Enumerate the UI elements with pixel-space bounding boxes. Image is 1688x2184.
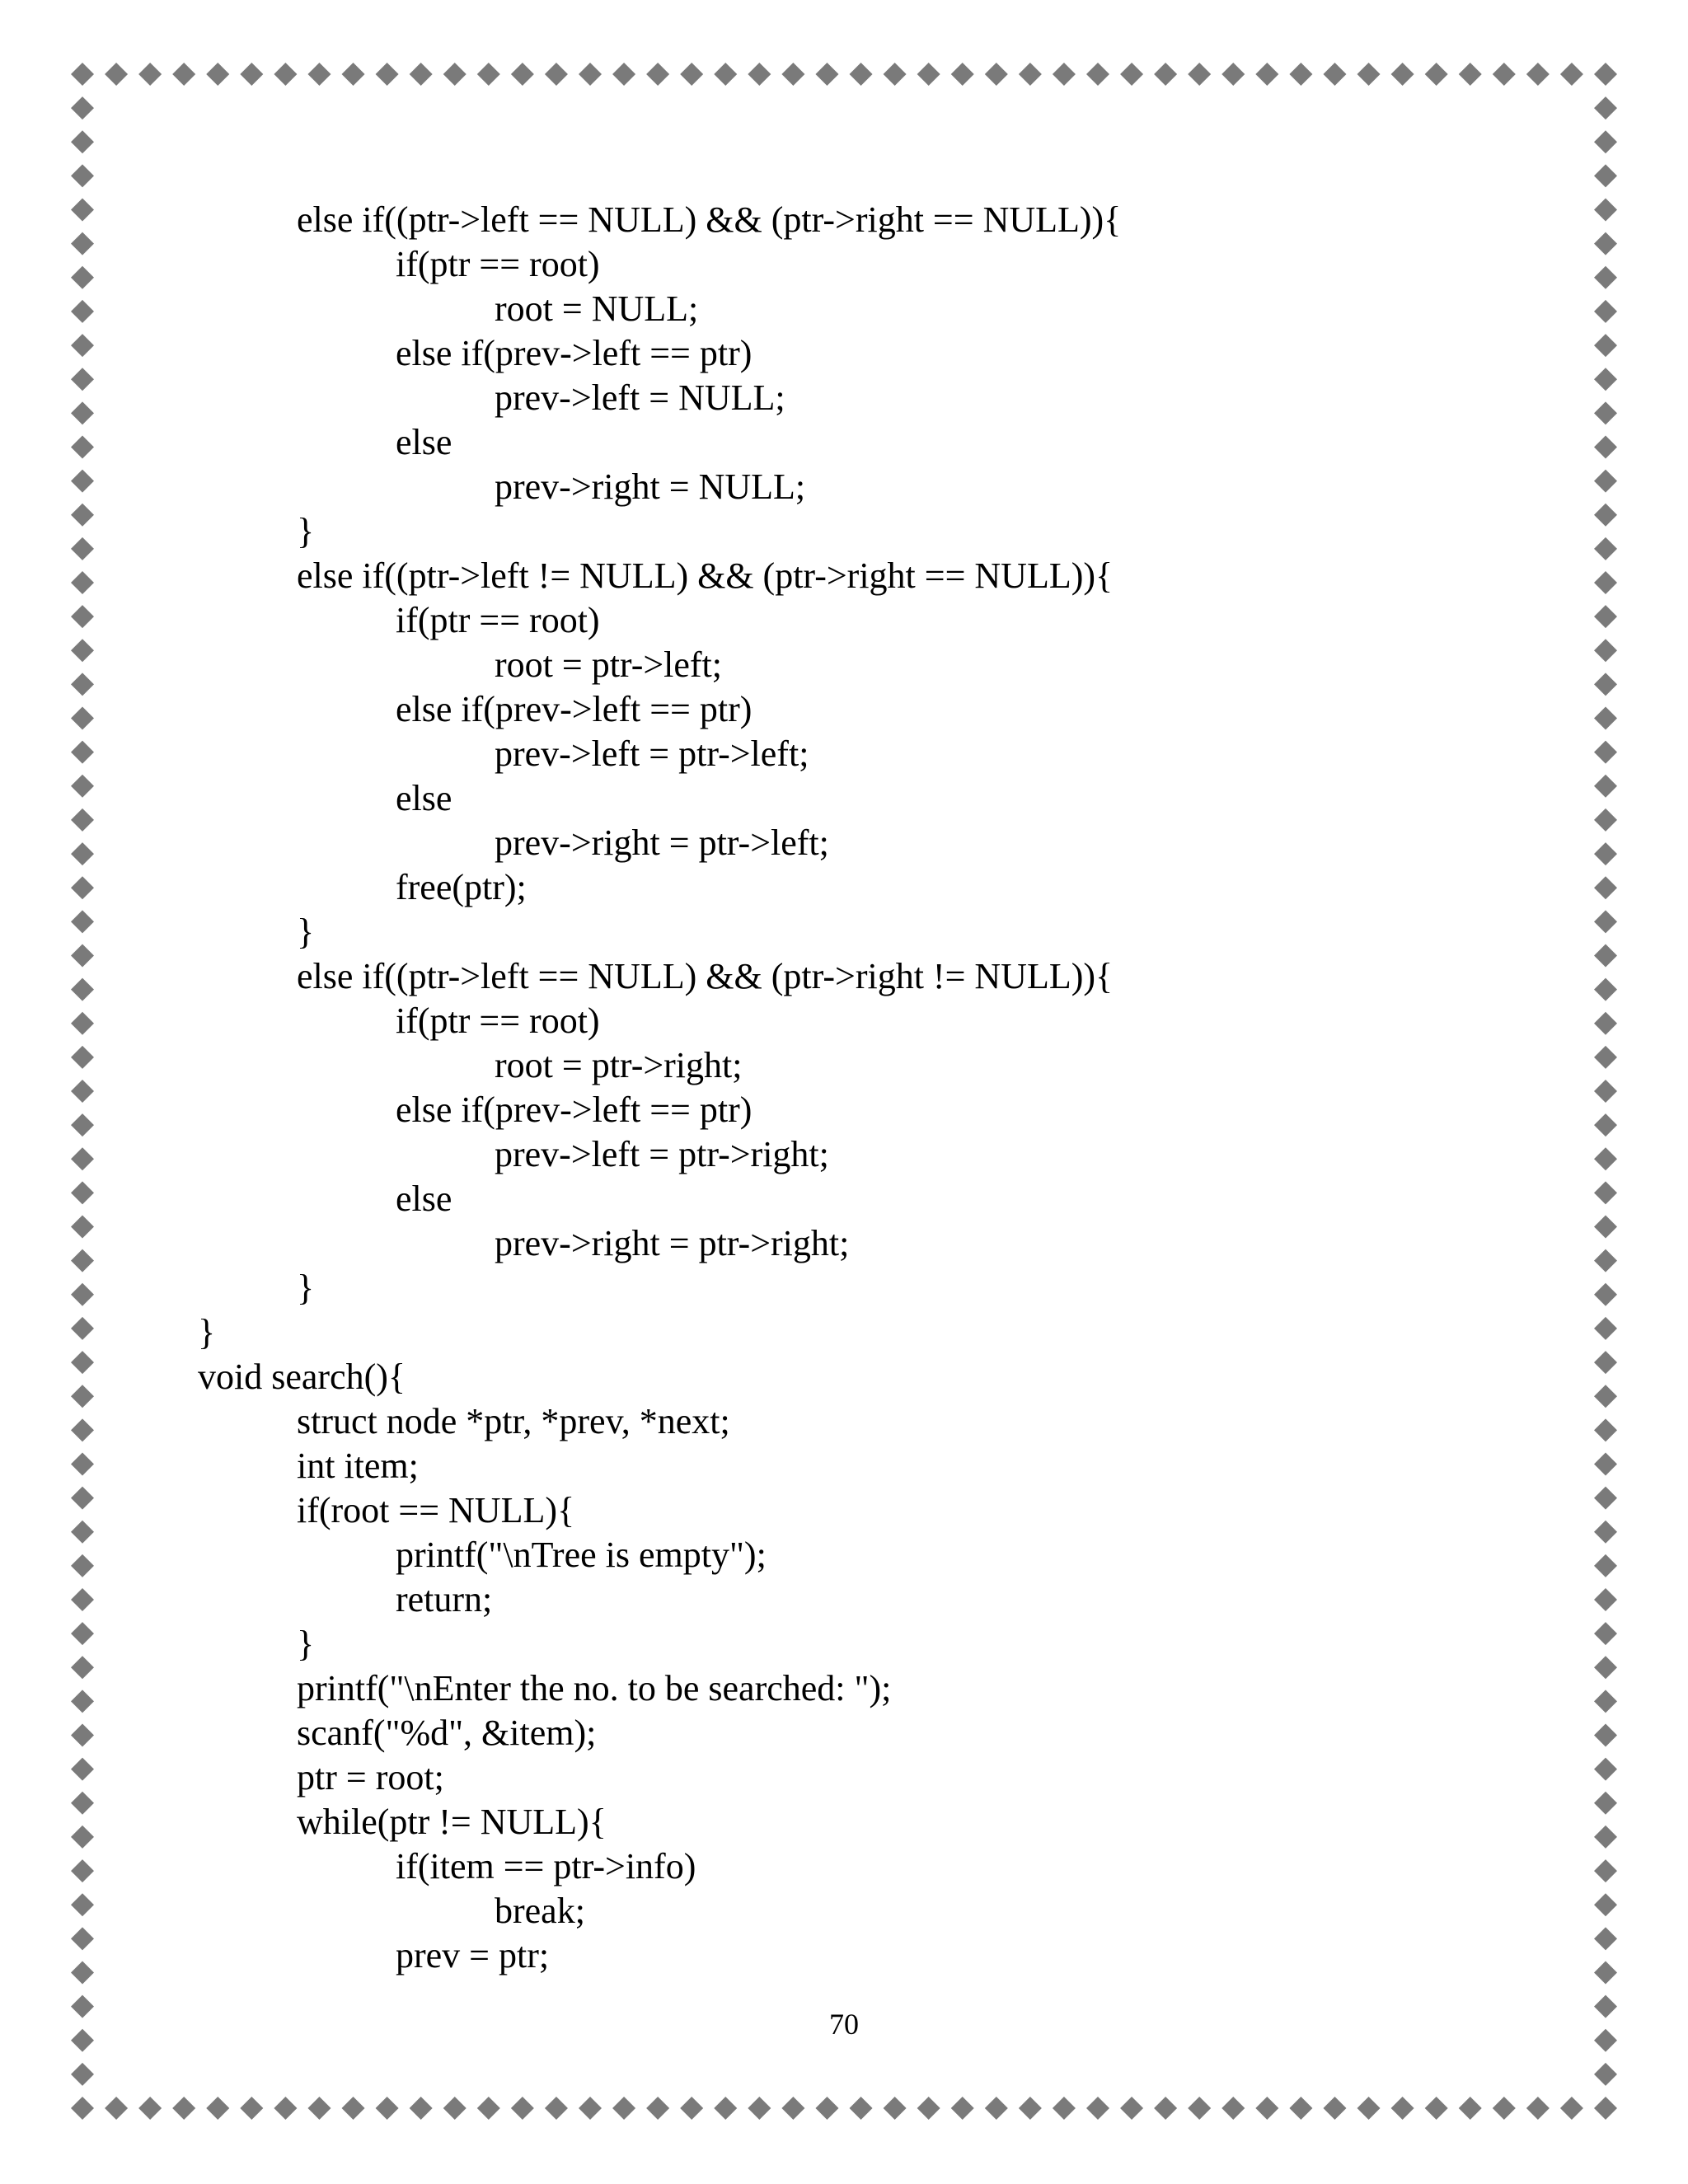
code-line: else if((ptr->left == NULL) && (ptr->right != NULL)){ [297, 956, 1114, 996]
code-line: else [396, 1179, 452, 1219]
code-line: } [297, 1268, 315, 1308]
diamond-icon [172, 2097, 195, 2120]
code-line: else if((ptr->left == NULL) && (ptr->right == NULL)){ [297, 199, 1122, 240]
diamond-icon [680, 63, 703, 86]
diamond-icon [1154, 2097, 1177, 2120]
diamond-icon [1560, 2097, 1583, 2120]
diamond-icon [71, 1181, 94, 1204]
diamond-icon [376, 63, 399, 86]
code-line: free(ptr); [396, 867, 527, 907]
diamond-icon [206, 63, 229, 86]
code-line: else [396, 778, 452, 818]
diamond-icon [71, 1452, 94, 1475]
diamond-icon [680, 2097, 703, 2120]
diamond-icon [1425, 2097, 1448, 2120]
diamond-icon [71, 2097, 94, 2120]
diamond-icon [781, 2097, 804, 2120]
diamond-icon [1594, 1317, 1617, 1340]
diamond-icon [342, 2097, 365, 2120]
diamond-icon [511, 2097, 534, 2120]
code-line: prev->left = ptr->left; [495, 733, 809, 774]
diamond-icon [71, 605, 94, 628]
diamond-icon [917, 63, 940, 86]
diamond-icon [1154, 63, 1177, 86]
code-line: root = ptr->left; [495, 644, 723, 685]
diamond-icon [1323, 63, 1346, 86]
diamond-icon [1255, 2097, 1278, 2120]
diamond-icon [71, 1385, 94, 1408]
diamond-icon [71, 334, 94, 357]
diamond-icon [850, 63, 873, 86]
diamond-icon [71, 470, 94, 493]
diamond-icon [1594, 1216, 1617, 1239]
diamond-icon [71, 1216, 94, 1239]
diamond-icon [1594, 842, 1617, 865]
diamond-icon [71, 1554, 94, 1577]
diamond-icon [1594, 266, 1617, 289]
diamond-icon [917, 2097, 940, 2120]
diamond-icon [1594, 2097, 1617, 2120]
diamond-icon [71, 1418, 94, 1441]
diamond-icon [71, 130, 94, 153]
diamond-icon [1594, 1452, 1617, 1475]
code-line: else if(prev->left == ptr) [396, 689, 753, 729]
diamond-icon [1594, 470, 1617, 493]
diamond-icon [748, 63, 771, 86]
code-line: } [198, 1312, 216, 1352]
diamond-icon [1019, 2097, 1042, 2120]
diamond-icon [71, 1961, 94, 1984]
diamond-icon [1323, 2097, 1346, 2120]
code-line: else [396, 422, 452, 462]
diamond-icon [1594, 1351, 1617, 1374]
diamond-icon [1594, 1385, 1617, 1408]
diamond-icon [1493, 2097, 1516, 2120]
diamond-icon [1594, 707, 1617, 730]
diamond-icon [1594, 1893, 1617, 1916]
diamond-icon [443, 63, 467, 86]
diamond-icon [71, 1012, 94, 1035]
diamond-icon [71, 1317, 94, 1340]
diamond-icon [1221, 63, 1245, 86]
diamond-icon [71, 164, 94, 187]
diamond-icon [1594, 1113, 1617, 1137]
diamond-icon [1594, 1181, 1617, 1204]
diamond-icon [1594, 334, 1617, 357]
diamond-icon [274, 63, 297, 86]
diamond-icon [307, 2097, 331, 2120]
diamond-icon [274, 2097, 297, 2120]
diamond-icon [71, 1825, 94, 1849]
diamond-icon [612, 63, 635, 86]
diamond-icon [71, 707, 94, 730]
diamond-icon [1594, 1927, 1617, 1950]
diamond-icon [884, 63, 907, 86]
code-line: int item; [297, 1446, 419, 1486]
diamond-icon [1594, 1825, 1617, 1849]
diamond-icon [815, 63, 838, 86]
diamond-icon [71, 1046, 94, 1069]
diamond-icon [1188, 2097, 1211, 2120]
diamond-icon [443, 2097, 467, 2120]
diamond-icon [71, 1147, 94, 1170]
diamond-icon [646, 2097, 669, 2120]
diamond-icon [1594, 741, 1617, 764]
diamond-icon [138, 63, 162, 86]
diamond-icon [1594, 504, 1617, 527]
diamond-icon [1594, 130, 1617, 153]
diamond-icon [1594, 368, 1617, 391]
code-line: struct node *ptr, *prev, *next; [297, 1401, 730, 1441]
code-line: } [297, 1624, 315, 1664]
diamond-icon [71, 910, 94, 933]
diamond-icon [1594, 63, 1617, 86]
diamond-icon [1594, 775, 1617, 798]
diamond-icon [1594, 978, 1617, 1001]
diamond-icon [1594, 1758, 1617, 1781]
diamond-icon [1188, 63, 1211, 86]
diamond-icon [71, 368, 94, 391]
diamond-icon [1594, 1521, 1617, 1544]
diamond-icon [748, 2097, 771, 2120]
diamond-icon [815, 2097, 838, 2120]
diamond-icon [71, 1622, 94, 1645]
code-line: else if(prev->left == ptr) [396, 1090, 753, 1130]
code-line: void search(){ [198, 1357, 406, 1397]
diamond-icon [71, 842, 94, 865]
diamond-icon [951, 2097, 974, 2120]
diamond-icon [71, 1351, 94, 1374]
code-line: break; [495, 1891, 585, 1931]
code-line: } [297, 511, 315, 551]
diamond-icon [1594, 199, 1617, 222]
diamond-icon [1594, 1487, 1617, 1510]
diamond-icon [1594, 1792, 1617, 1815]
diamond-icon [1594, 1283, 1617, 1306]
diamond-icon [71, 1893, 94, 1916]
diamond-icon [1086, 63, 1109, 86]
diamond-icon [1526, 2097, 1550, 2120]
diamond-icon [1594, 1961, 1617, 1984]
code-line: ptr = root; [297, 1757, 444, 1797]
diamond-icon [1255, 63, 1278, 86]
code-line: else if((ptr->left != NULL) && (ptr->right == NULL)){ [297, 555, 1114, 596]
diamond-icon [71, 1487, 94, 1510]
diamond-icon [1594, 2063, 1617, 2086]
diamond-icon [71, 537, 94, 560]
diamond-icon [71, 300, 94, 323]
code-line: printf("\nTree is empty"); [396, 1535, 767, 1575]
diamond-icon [71, 1758, 94, 1781]
diamond-icon [71, 1656, 94, 1679]
diamond-icon [1594, 401, 1617, 424]
diamond-icon [342, 63, 365, 86]
code-line: prev->right = NULL; [495, 466, 806, 507]
diamond-icon [71, 876, 94, 899]
diamond-icon [1594, 876, 1617, 899]
diamond-icon [850, 2097, 873, 2120]
diamond-icon [1594, 1080, 1617, 1103]
diamond-icon [646, 63, 669, 86]
diamond-icon [138, 2097, 162, 2120]
diamond-icon [71, 435, 94, 458]
diamond-icon [71, 1724, 94, 1747]
diamond-icon [71, 1690, 94, 1713]
diamond-icon [714, 2097, 737, 2120]
diamond-icon [1357, 2097, 1381, 2120]
code-line: if(item == ptr->info) [396, 1846, 696, 1886]
diamond-icon [714, 63, 737, 86]
diamond-icon [1594, 1554, 1617, 1577]
diamond-icon [410, 2097, 433, 2120]
diamond-icon [1560, 63, 1583, 86]
diamond-icon [579, 2097, 602, 2120]
code-line: } [297, 912, 315, 952]
diamond-icon [985, 63, 1008, 86]
diamond-icon [172, 63, 195, 86]
diamond-icon [71, 1249, 94, 1272]
diamond-icon [1594, 1690, 1617, 1713]
diamond-icon [71, 401, 94, 424]
diamond-icon [1289, 63, 1312, 86]
diamond-icon [1594, 1588, 1617, 1611]
diamond-icon [1594, 808, 1617, 832]
diamond-icon [477, 63, 500, 86]
diamond-icon [1594, 1046, 1617, 1069]
diamond-icon [1594, 435, 1617, 458]
diamond-icon [1120, 63, 1143, 86]
code-line: scanf("%d", &item); [297, 1713, 597, 1753]
diamond-icon [1289, 2097, 1312, 2120]
diamond-icon [1053, 2097, 1076, 2120]
diamond-icon [240, 63, 263, 86]
diamond-icon [71, 944, 94, 967]
diamond-icon [1594, 571, 1617, 594]
diamond-icon [1594, 1012, 1617, 1035]
diamond-icon [71, 775, 94, 798]
code-line: return; [396, 1579, 493, 1619]
diamond-icon [71, 504, 94, 527]
diamond-icon [71, 571, 94, 594]
diamond-icon [71, 1521, 94, 1544]
diamond-icon [1594, 164, 1617, 187]
diamond-icon [71, 978, 94, 1001]
diamond-icon [71, 1113, 94, 1137]
diamond-icon [1594, 300, 1617, 323]
diamond-icon [1594, 96, 1617, 120]
diamond-icon [1425, 63, 1448, 86]
diamond-icon [105, 63, 128, 86]
diamond-icon [985, 2097, 1008, 2120]
diamond-icon [612, 2097, 635, 2120]
code-line: prev = ptr; [396, 1935, 550, 1975]
diamond-icon [71, 1588, 94, 1611]
diamond-icon [410, 63, 433, 86]
diamond-icon [71, 232, 94, 255]
diamond-icon [71, 1283, 94, 1306]
diamond-icon [71, 199, 94, 222]
diamond-icon [1594, 1147, 1617, 1170]
code-line: root = NULL; [495, 288, 699, 329]
diamond-icon [1357, 63, 1381, 86]
code-line: prev->right = ptr->left; [495, 823, 829, 863]
diamond-icon [1120, 2097, 1143, 2120]
diamond-icon [71, 808, 94, 832]
code-line: if(ptr == root) [396, 1001, 600, 1041]
diamond-icon [1594, 537, 1617, 560]
diamond-icon [1526, 63, 1550, 86]
diamond-icon [376, 2097, 399, 2120]
diamond-icon [1594, 605, 1617, 628]
diamond-icon [71, 639, 94, 662]
diamond-icon [1594, 673, 1617, 696]
diamond-icon [1053, 63, 1076, 86]
diamond-icon [307, 63, 331, 86]
diamond-icon [105, 2097, 128, 2120]
code-line: printf("\nEnter the no. to be searched: "); [297, 1668, 892, 1708]
code-line: else if(prev->left == ptr) [396, 333, 753, 373]
diamond-icon [545, 2097, 568, 2120]
diamond-icon [1493, 63, 1516, 86]
diamond-icon [71, 96, 94, 120]
diamond-icon [511, 63, 534, 86]
diamond-icon [781, 63, 804, 86]
diamond-icon [1594, 1622, 1617, 1645]
code-line: if(root == NULL){ [297, 1490, 575, 1530]
diamond-icon [71, 1080, 94, 1103]
diamond-icon [477, 2097, 500, 2120]
diamond-icon [545, 63, 568, 86]
diamond-icon [1594, 1418, 1617, 1441]
page-number: 70 [829, 2008, 859, 2041]
diamond-icon [1594, 1724, 1617, 1747]
diamond-icon [71, 1859, 94, 1882]
diamond-icon [206, 2097, 229, 2120]
code-line: root = ptr->right; [495, 1045, 743, 1085]
diamond-icon [1594, 232, 1617, 255]
diamond-icon [1594, 639, 1617, 662]
diamond-icon [1594, 944, 1617, 967]
diamond-icon [951, 63, 974, 86]
diamond-icon [71, 1792, 94, 1815]
diamond-icon [579, 63, 602, 86]
code-line: if(ptr == root) [396, 244, 600, 284]
code-line: prev->left = ptr->right; [495, 1134, 829, 1174]
diamond-icon [1594, 1249, 1617, 1272]
diamond-icon [71, 63, 94, 86]
diamond-icon [884, 2097, 907, 2120]
code-line: prev->right = ptr->right; [495, 1223, 850, 1263]
code-line: prev->left = NULL; [495, 377, 785, 418]
diamond-icon [240, 2097, 263, 2120]
diamond-icon [1594, 910, 1617, 933]
diamond-icon [1459, 2097, 1482, 2120]
diamond-icon [1391, 2097, 1414, 2120]
diamond-icon [71, 1927, 94, 1950]
diamond-icon [1459, 63, 1482, 86]
diamond-icon [71, 673, 94, 696]
code-line: if(ptr == root) [396, 600, 600, 640]
diamond-icon [1594, 1859, 1617, 1882]
diamond-icon [1221, 2097, 1245, 2120]
diamond-icon [71, 266, 94, 289]
diamond-icon [1391, 63, 1414, 86]
diamond-icon [1086, 2097, 1109, 2120]
diamond-icon [71, 741, 94, 764]
diamond-icon [1019, 63, 1042, 86]
diamond-icon [1594, 1656, 1617, 1679]
code-line: while(ptr != NULL){ [297, 1802, 607, 1842]
diamond-icon [71, 2063, 94, 2086]
